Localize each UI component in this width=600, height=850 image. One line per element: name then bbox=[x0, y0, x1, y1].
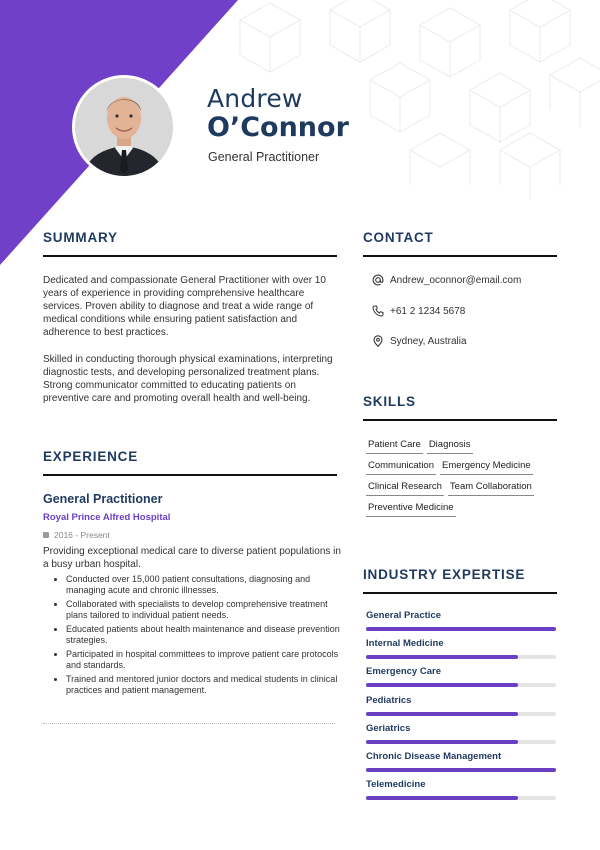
job-bullet: • Participated in hospital committees to improve patient care protocols and standards. bbox=[66, 649, 351, 671]
contact-rule bbox=[363, 255, 557, 257]
profile-photo bbox=[75, 78, 173, 176]
skill-tag: Communication bbox=[366, 458, 436, 475]
contact-email-text: Andrew_oconnor@email.com bbox=[390, 274, 522, 286]
expertise-label: Geriatrics bbox=[366, 722, 411, 734]
skills-rule bbox=[363, 419, 557, 421]
expertise-label: General Practice bbox=[366, 610, 441, 621]
expertise-bar-track bbox=[366, 712, 556, 716]
expertise-item bbox=[366, 779, 556, 807]
expertise-label: Emergency Care bbox=[366, 666, 441, 678]
skill-tag: Patient Care bbox=[366, 437, 423, 454]
summary-paragraph-2: Skilled in conducting thorough physical examinations, interpreting diagnostic tests, and developing personalized treatment plans. Strong communicator committed to educating patients on preventive care and promoting overall health and well-being. bbox=[43, 354, 333, 404]
skill-tag: Emergency Medicine bbox=[440, 458, 533, 475]
job-title: General Practitioner bbox=[208, 150, 320, 164]
job-bullet: • Educated patients about health maintenance and disease prevention strategies. bbox=[66, 624, 351, 646]
expertise-bar-track bbox=[366, 683, 556, 687]
job-company: Royal Prince Alfred Hospital bbox=[43, 512, 171, 523]
expertise-bar-track bbox=[366, 655, 556, 659]
contact-phone[interactable] bbox=[372, 305, 465, 317]
first-name: Andrew bbox=[207, 84, 303, 113]
summary-heading: SUMMARY bbox=[43, 230, 118, 245]
contact-location-text: Sydney, Australia bbox=[390, 335, 467, 347]
industry-expertise-heading: INDUSTRY EXPERTISE bbox=[363, 567, 526, 582]
contact-phone-text: +61 2 1234 5678 bbox=[390, 305, 466, 317]
expertise-bar-fill bbox=[366, 712, 518, 716]
calendar-icon bbox=[43, 532, 49, 538]
skills-list bbox=[366, 437, 561, 521]
expertise-bar-track bbox=[366, 768, 556, 772]
expertise-bar-fill bbox=[366, 740, 518, 744]
contact-heading: CONTACT bbox=[363, 230, 434, 245]
expertise-bar-track bbox=[366, 740, 556, 744]
summary-paragraph-1: Dedicated and compassionate General Practitioner with over 10 years of experience in providing comprehensive healthcare services. Proven ability to diagnose and treat a wide range of medical conditions while ensuring patient satisfaction and adherence to best practices. bbox=[43, 275, 326, 338]
expertise-label: Internal Medicine bbox=[366, 638, 444, 650]
expertise-item bbox=[366, 638, 556, 666]
experience-rule bbox=[43, 474, 337, 476]
contact-email[interactable] bbox=[372, 274, 521, 286]
skill-tag: Preventive Medicine bbox=[366, 500, 456, 517]
summary-rule bbox=[43, 255, 337, 257]
expertise-bar-fill bbox=[366, 655, 518, 659]
expertise-bar-fill bbox=[366, 768, 556, 772]
job-bullets bbox=[55, 574, 351, 699]
expertise-item bbox=[366, 751, 556, 779]
skill-tag: Diagnosis bbox=[427, 437, 473, 454]
job-dates-text: 2016 - Present bbox=[54, 530, 110, 540]
contact-location bbox=[372, 335, 467, 347]
last-name: O’Connor bbox=[207, 112, 349, 143]
job-bullet: • Conducted over 15,000 patient consultations, diagnosing and managing acute and chronic illnesses. bbox=[66, 574, 351, 596]
location-pin-icon bbox=[372, 335, 384, 347]
skill-tag: Team Collaboration bbox=[448, 479, 534, 496]
expertise-label: Pediatrics bbox=[366, 694, 412, 706]
job-dates bbox=[43, 530, 110, 540]
skill-tag: Clinical Research bbox=[366, 479, 444, 496]
expertise-bar-track bbox=[366, 627, 556, 631]
job-description: Providing exceptional medical care to diverse patient populations in a busy urban hospital. bbox=[43, 546, 341, 570]
section-divider bbox=[43, 723, 335, 724]
skills-heading: SKILLS bbox=[363, 394, 416, 409]
phone-icon bbox=[372, 305, 384, 317]
expertise-label: Telemedicine bbox=[366, 779, 426, 791]
experience-heading: EXPERIENCE bbox=[43, 449, 139, 464]
expertise-bar-track bbox=[366, 796, 556, 800]
expertise-item bbox=[366, 610, 556, 638]
expertise-item bbox=[366, 723, 556, 751]
expertise-bar-fill bbox=[366, 627, 556, 631]
industry-expertise-rule bbox=[363, 592, 557, 594]
job-bullet: • Trained and mentored junior doctors and medical students in clinical practices and patient management. bbox=[66, 674, 351, 696]
at-icon bbox=[372, 274, 384, 286]
job-bullet: • Collaborated with specialists to develop comprehensive treatment plans tailored to individual patient needs. bbox=[66, 599, 351, 621]
expertise-item bbox=[366, 666, 556, 694]
expertise-bar-fill bbox=[366, 796, 518, 800]
job-title-entry: General Practitioner bbox=[43, 492, 163, 506]
expertise-label: Chronic Disease Management bbox=[366, 750, 502, 762]
expertise-bar-fill bbox=[366, 683, 518, 687]
expertise-item bbox=[366, 695, 556, 723]
expertise-list bbox=[366, 610, 556, 807]
